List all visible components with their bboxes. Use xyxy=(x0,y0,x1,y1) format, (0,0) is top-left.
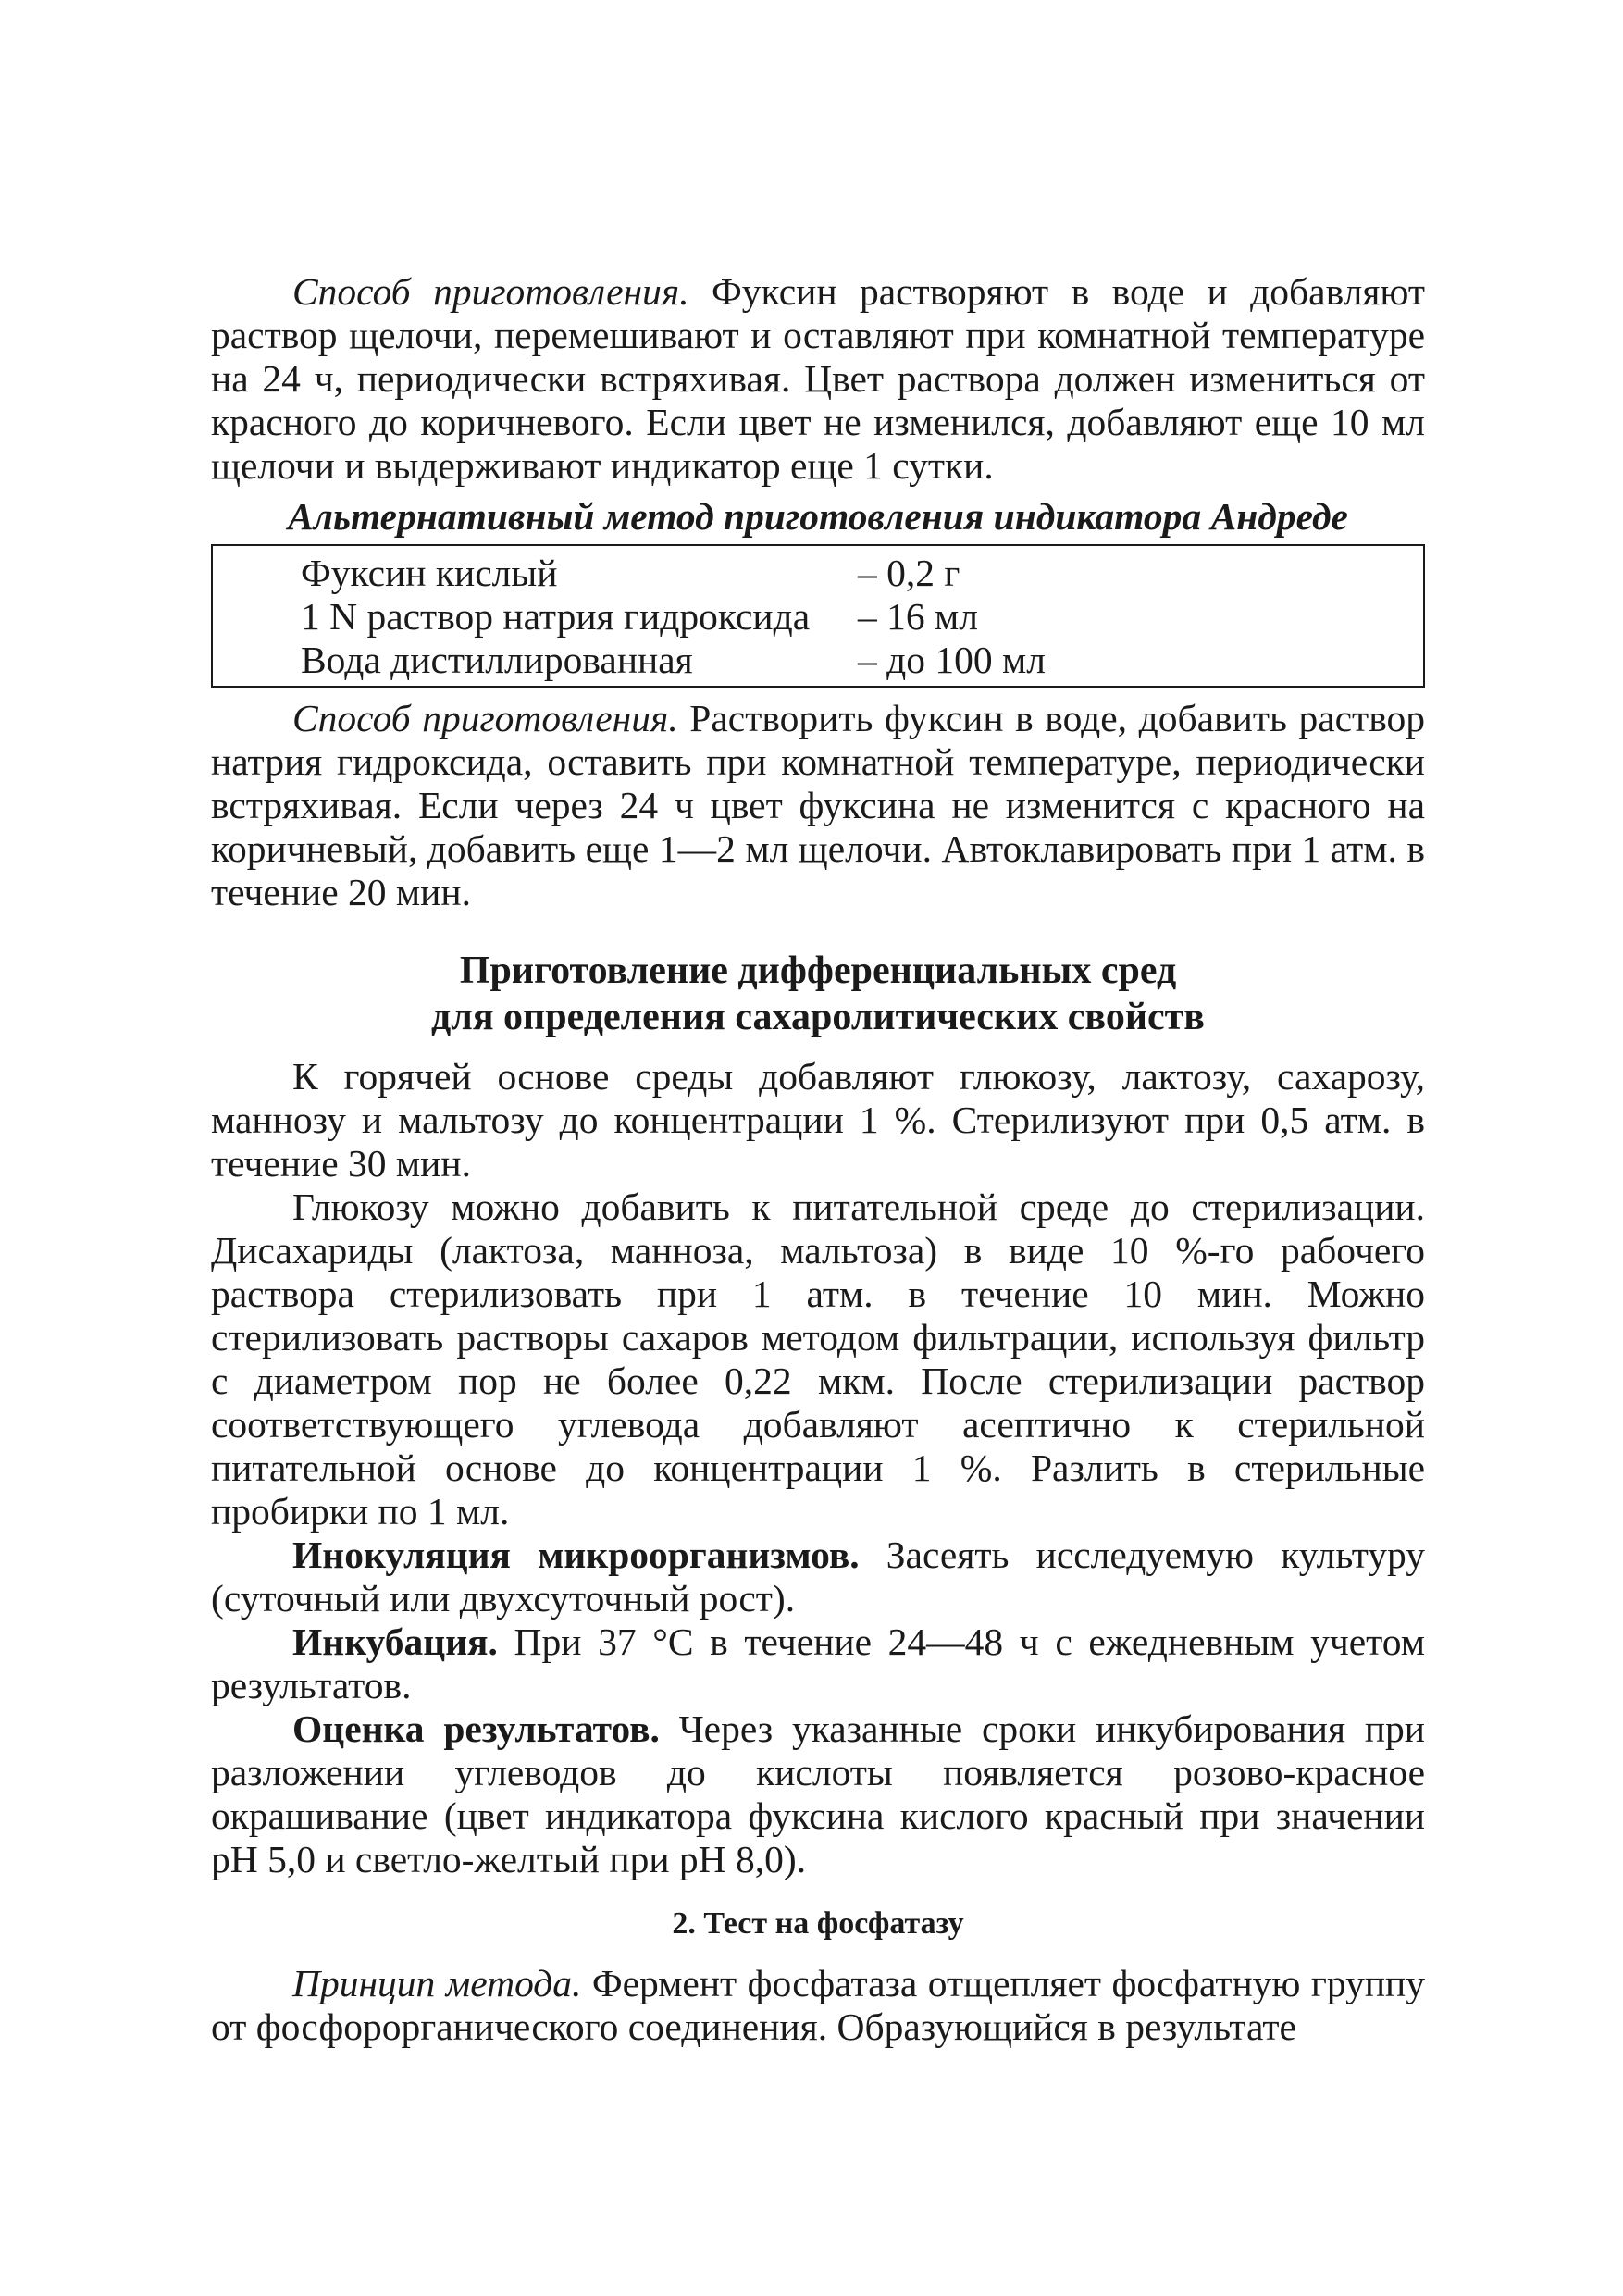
paragraph-text: Засеять исследуемую культуру (суточный или двухсуточный рост). xyxy=(211,1533,1425,1620)
paragraph-method-principle xyxy=(211,1962,1425,2049)
ingredient-amount: – до 100 мл xyxy=(858,639,1046,681)
paragraph-text: Через указанные сроки инкубирования при разложении углеводов до кислоты появляется розово-красное окрашивание (цвет индикатора фуксина кислого красный при значении pH 5,0 и светло-желтый при pH 8,0). xyxy=(211,1707,1425,1880)
paragraph-label: Способ приготовления. xyxy=(292,697,678,739)
recipe-row xyxy=(213,595,1423,639)
ingredient-name: 1 N раствор натрия гидроксида xyxy=(301,595,811,638)
recipe-row xyxy=(213,639,1423,682)
paragraph-preparation-method-1 xyxy=(211,270,1425,488)
paragraph-text: Растворить фуксин в воде, добавить раствор натрия гидроксида, оставить при комнатной температуре, периодически встряхивая. Если через 24 ч цвет фуксина не изменится с красного на коричневый, добавить еще 1—2 мл щелочи. Автоклавировать при 1 атм. в течение 20 мин. xyxy=(211,697,1426,913)
paragraph-glucose: Глюкозу можно добавить к питательной среде до стерилизации. Дисахариды (лактоза, манноза, мальтоза) в виде 10 %-го рабочего раствора стерилизовать при 1 атм. в течение 10 мин. Можно стерилизовать растворы сахаров методом фильтрации, используя фильтр с диаметром пор не более 0,22 мкм. После стерилизации раствор соответствующего углевода добавляют асептично к стерильной питательной основе до концентрации 1 %. Разлить в стерильные пробирки по 1 мл. xyxy=(211,1185,1425,1533)
paragraph-preparation-method-2 xyxy=(211,697,1425,914)
paragraph-text: При 37 °С в течение 24—48 ч с ежедневным учетом результатов. xyxy=(211,1620,1425,1706)
ingredient-name: Фуксин кислый xyxy=(301,552,558,594)
paragraph-text: Фуксин растворяют в воде и добавляют раствор щелочи, перемешивают и оставляют при комнатной температуре на 24 ч, периодически встряхивая. Цвет раствора должен измениться от красного до коричневого. Если цвет не изменился, добавляют еще 10 мл щелочи и выдерживают индикатор еще 1 сутки. xyxy=(211,270,1426,487)
ingredient-name: Вода дистиллированная xyxy=(301,639,693,681)
section-title-line: Приготовление дифференциальных сред xyxy=(459,949,1177,992)
recipe-box xyxy=(211,544,1425,688)
paragraph-inoculation xyxy=(211,1533,1425,1620)
subsection-title: 2. Тест на фосфатазу xyxy=(672,1906,964,1941)
paragraph-hot-base: К горячей основе среды добавляют глюкозу, лактозу, сахарозу, маннозу и мальтозу до концентрации 1 %. Стерилизуют при 0,5 атм. в течение 30 мин. xyxy=(211,1055,1425,1185)
section-title-line: для определения сахаролитических свойств xyxy=(431,996,1205,1038)
paragraph-label: Принцип метода. xyxy=(292,1962,582,2004)
recipe-row xyxy=(213,552,1423,595)
paragraph-label: Оценка результатов. xyxy=(292,1707,660,1750)
ingredient-amount: – 16 мл xyxy=(858,595,978,638)
document-page xyxy=(211,270,1425,2049)
ingredient-amount: – 0,2 г xyxy=(858,552,960,594)
paragraph-results xyxy=(211,1707,1425,1881)
paragraph-text: Фермент фосфатаза отщепляет фосфатную группу от фосфорорганического соединения. Образующийся в результате xyxy=(211,1962,1425,2048)
paragraph-label: Инкубация. xyxy=(292,1620,498,1663)
recipe-title: Альтернативный метод приготовления индикатора Андреде xyxy=(288,495,1348,538)
section-title xyxy=(211,948,1425,1040)
paragraph-incubation xyxy=(211,1620,1425,1707)
paragraph-label: Способ приготовления. xyxy=(292,270,689,313)
paragraph-label: Инокуляция микроорганизмов. xyxy=(292,1533,860,1576)
